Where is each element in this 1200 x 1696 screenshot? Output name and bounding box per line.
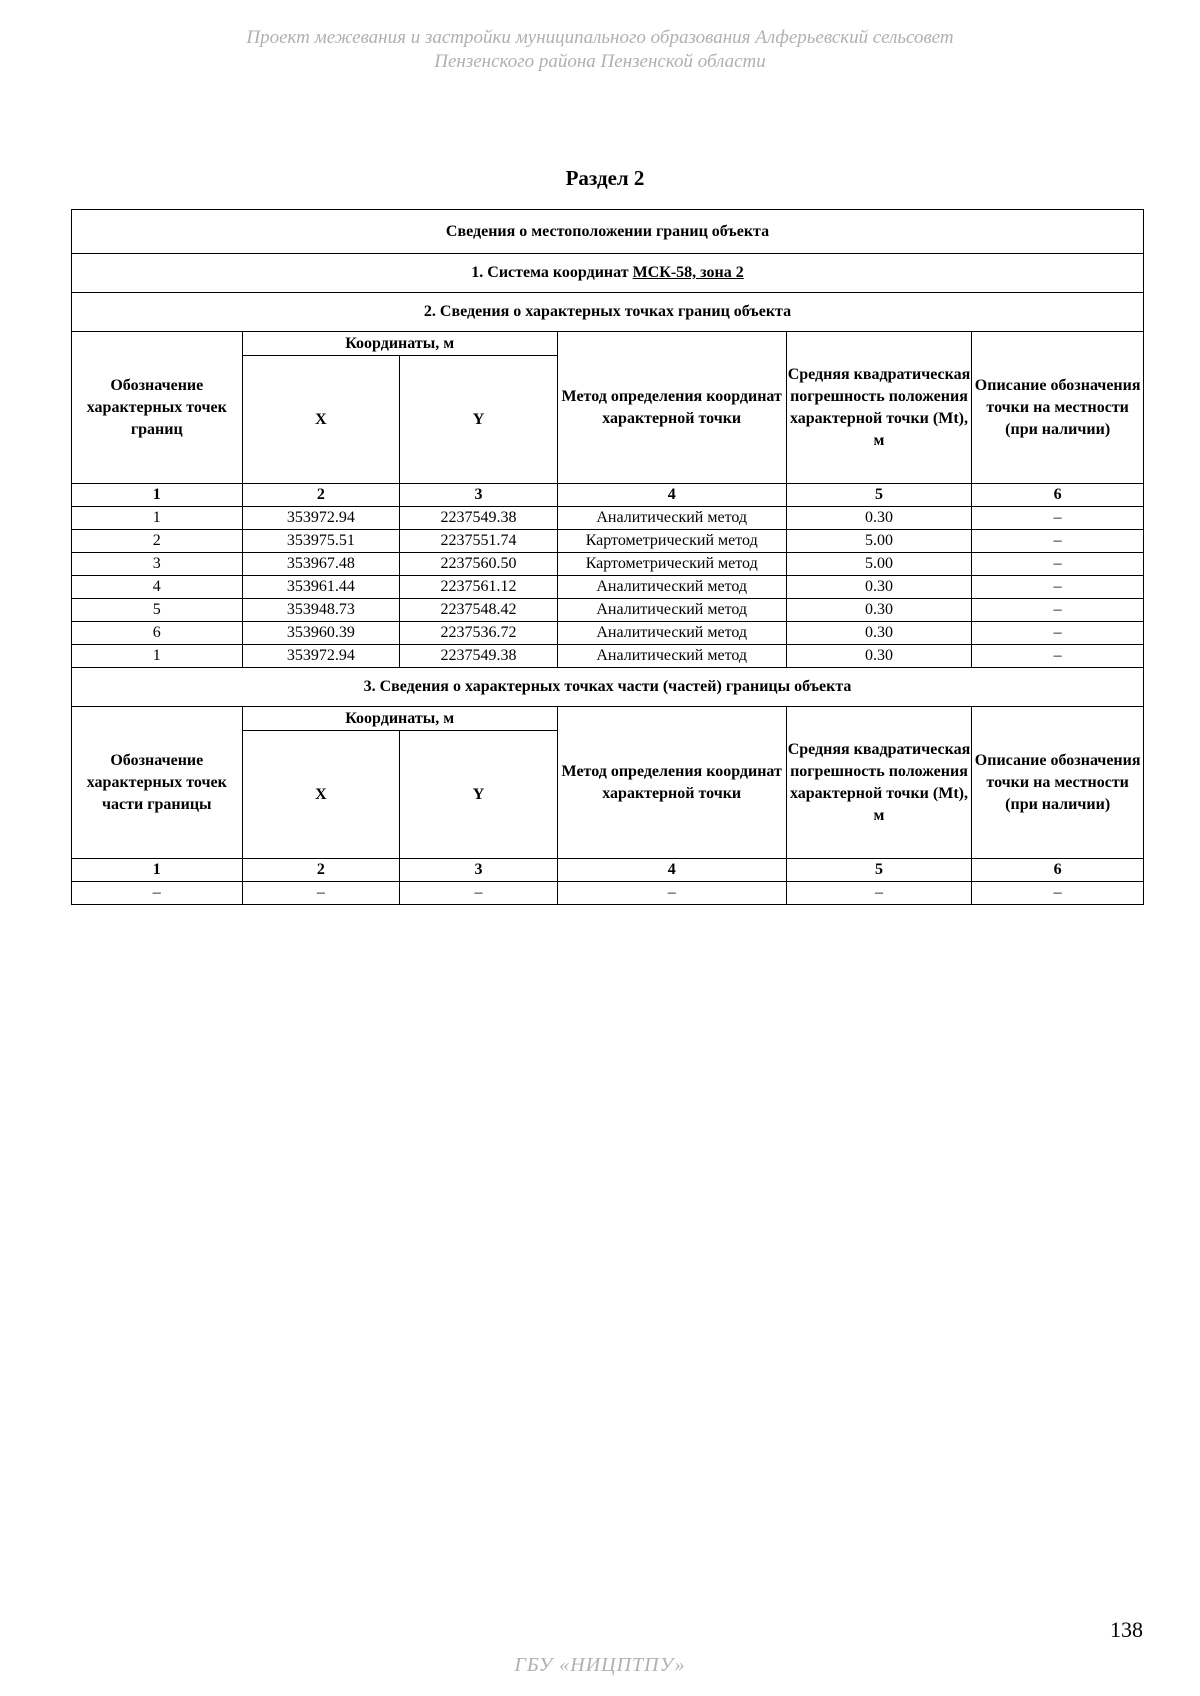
point-cell: 1 [72,645,243,668]
column-number: 1 [72,484,243,507]
description-header: Описание обозначения точки на местности (при наличии) [972,707,1144,859]
document-header [100,26,1100,74]
table-row [72,576,1144,599]
column-number: 4 [557,859,786,882]
y-header: Y [400,731,558,859]
error-cell: 5.00 [786,530,972,553]
x-cell: 353972.94 [242,507,400,530]
description-cell: – [972,645,1144,668]
y-cell: – [400,882,558,905]
y-header: Y [400,356,558,484]
x-header: X [242,731,400,859]
method-header: Метод определения координат характерной точки [557,332,786,484]
method-cell: Аналитический метод [557,599,786,622]
method-cell: Картометрический метод [557,553,786,576]
column-number: 1 [72,859,243,882]
description-cell: – [972,553,1144,576]
description-cell: – [972,530,1144,553]
description-cell: – [972,507,1144,530]
x-cell: – [242,882,400,905]
description-cell: – [972,882,1144,905]
error-cell: 0.30 [786,645,972,668]
point-cell: 3 [72,553,243,576]
method-header: Метод определения координат характерной точки [557,707,786,859]
error-cell: 0.30 [786,622,972,645]
method-cell: Аналитический метод [557,576,786,599]
y-cell: 2237560.50 [400,553,558,576]
column-number: 6 [972,859,1144,882]
coord-system-value: МСК-58, зона 2 [632,264,744,281]
point-cell: 4 [72,576,243,599]
error-cell: 5.00 [786,553,972,576]
method-cell: – [557,882,786,905]
y-cell: 2237549.38 [400,645,558,668]
column-number: 4 [557,484,786,507]
method-cell: Аналитический метод [557,507,786,530]
y-cell: 2237549.38 [400,507,558,530]
description-cell: – [972,576,1144,599]
column-number: 5 [786,484,972,507]
method-cell: Аналитический метод [557,645,786,668]
header-line-2: Пензенского района Пензенской области [434,51,766,72]
y-cell: 2237548.42 [400,599,558,622]
x-cell: 353961.44 [242,576,400,599]
error-cell: 0.30 [786,576,972,599]
designation-header: Обозначение характерных точек границ [72,332,243,484]
table-row [72,882,1144,905]
point-cell: 6 [72,622,243,645]
description-cell: – [972,622,1144,645]
column-number-row [72,484,1144,507]
footer-brand: ГБУ «НИЦПТПУ» [514,1654,686,1676]
x-cell: 353967.48 [242,553,400,576]
column-number-row [72,859,1144,882]
column-number: 6 [972,484,1144,507]
column-number: 3 [400,484,558,507]
table-row [72,622,1144,645]
error-cell: 0.30 [786,599,972,622]
point-cell: 2 [72,530,243,553]
section-2-title: 2. Сведения о характерных точках границ объекта [72,293,1144,332]
point-cell: 1 [72,507,243,530]
section-3-title: 3. Сведения о характерных точках части (частей) границы объекта [72,668,1144,707]
table-row [72,530,1144,553]
y-cell: 2237551.74 [400,530,558,553]
x-cell: 353960.39 [242,622,400,645]
point-cell: 5 [72,599,243,622]
method-cell: Картометрический метод [557,530,786,553]
coord-system-label: 1. Система координат [471,264,633,281]
x-cell: 353948.73 [242,599,400,622]
x-cell: 353972.94 [242,645,400,668]
coordinates-header: Координаты, м [242,707,557,731]
error-header: Средняя квадратическая погрешность положения характерной точки (Mt), м [786,707,972,859]
page-number: 138 [1110,1617,1143,1642]
column-number: 5 [786,859,972,882]
designation-part-header: Обозначение характерных точек части границы [72,707,243,859]
x-header: X [242,356,400,484]
column-number: 2 [242,859,400,882]
method-cell: Аналитический метод [557,622,786,645]
column-number: 2 [242,484,400,507]
section-title: Раздел 2 [565,166,645,190]
table-title: Сведения о местоположении границ объекта [72,210,1144,254]
table-row [72,507,1144,530]
x-cell: 353975.51 [242,530,400,553]
coord-system-row [72,254,1144,293]
table-row [72,553,1144,576]
column-number: 3 [400,859,558,882]
error-cell: – [786,882,972,905]
table-row [72,599,1144,622]
y-cell: 2237536.72 [400,622,558,645]
error-cell: 0.30 [786,507,972,530]
boundary-table [71,209,1144,905]
description-cell: – [972,599,1144,622]
coordinates-header: Координаты, м [242,332,557,356]
description-header: Описание обозначения точки на местности (при наличии) [972,332,1144,484]
point-cell: – [72,882,243,905]
header-line-1: Проект межевания и застройки муниципального образования Алферьевский сельсовет [246,27,954,48]
table-row [72,645,1144,668]
error-header: Средняя квадратическая погрешность положения характерной точки (Mt), м [786,332,972,484]
y-cell: 2237561.12 [400,576,558,599]
